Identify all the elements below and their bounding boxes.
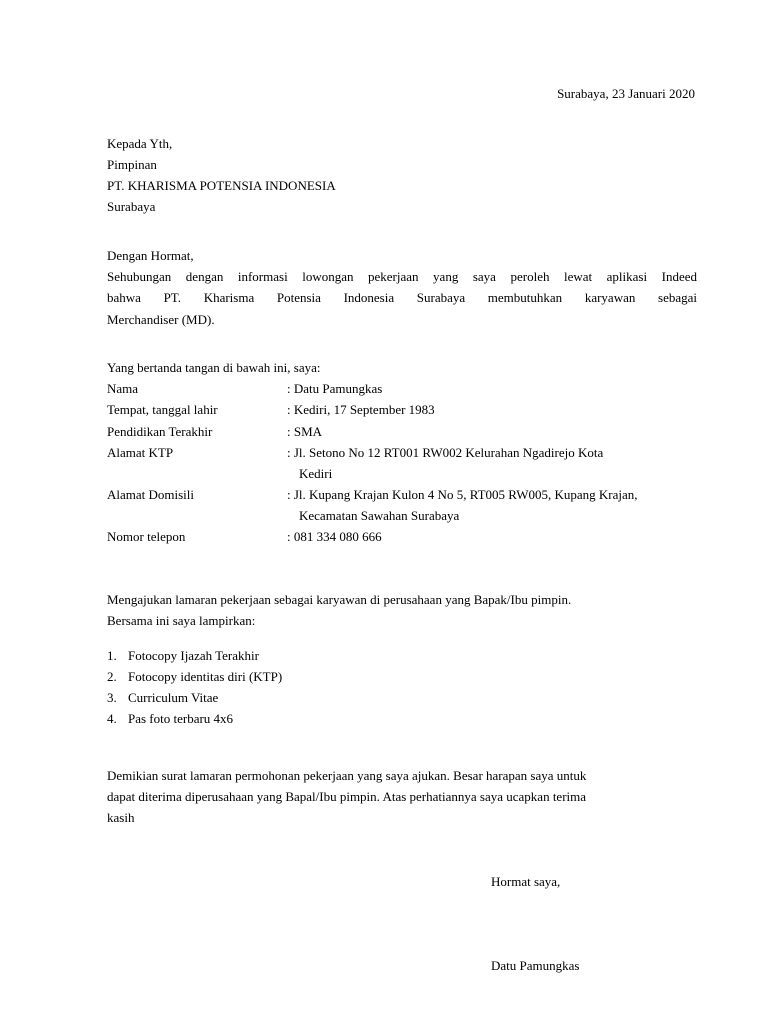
attachment-number: 4. [107, 711, 117, 726]
identity-value-ktp-address: : Jl. Setono No 12 RT001 RW002 Kelurahan Ngadirejo Kota [287, 445, 604, 460]
identity-value-name: : Datu Pamungkas [287, 381, 383, 396]
recipient-greeting: Kepada Yth, [107, 136, 173, 151]
salutation: Dengan Hormat, [107, 248, 194, 263]
signature-name: Datu Pamungkas [491, 958, 580, 973]
identity-value-ktp-address-cont: Kediri [299, 466, 333, 481]
identity-label-name: Nama [107, 381, 139, 396]
attachment-item: Pas foto terbaru 4x6 [128, 711, 234, 726]
opening-paragraph-line-3: Merchandiser (MD). [107, 312, 215, 327]
identity-value-domicile: : Jl. Kupang Krajan Kulon 4 No 5, RT005 RW005, Kupang Krajan, [287, 487, 638, 502]
identity-label-education: Pendidikan Terakhir [107, 424, 213, 439]
identity-label-phone: Nomor telepon [107, 529, 186, 544]
letter-date: Surabaya, 23 Januari 2020 [557, 86, 695, 101]
recipient-company: PT. KHARISMA POTENSIA INDONESIA [107, 178, 336, 193]
attachment-item: Fotocopy identitas diri (KTP) [128, 669, 283, 684]
identity-intro: Yang bertanda tangan di bawah ini, saya: [107, 360, 321, 375]
application-line-1: Mengajukan lamaran pekerjaan sebagai karyawan di perusahaan yang Bapak/Ibu pimpin. [107, 592, 572, 607]
recipient-city: Surabaya [107, 199, 156, 214]
identity-label-ktp-address: Alamat KTP [107, 445, 174, 460]
recipient-title: Pimpinan [107, 157, 157, 172]
application-line-2: Bersama ini saya lampirkan: [107, 613, 256, 628]
identity-label-domicile: Alamat Domisili [107, 487, 195, 502]
attachment-number: 3. [107, 690, 117, 705]
identity-value-domicile-cont: Kecamatan Sawahan Surabaya [299, 508, 460, 523]
identity-value-education: : SMA [287, 424, 323, 439]
closing-line-3: kasih [107, 810, 135, 825]
identity-value-birth: : Kediri, 17 September 1983 [287, 402, 435, 417]
identity-label-birth: Tempat, tanggal lahir [107, 402, 218, 417]
attachment-number: 2. [107, 669, 117, 684]
closing-line-1: Demikian surat lamaran permohonan pekerjaan yang saya ajukan. Besar harapan saya untuk [107, 768, 587, 783]
identity-value-phone: : 081 334 080 666 [287, 529, 382, 544]
opening-paragraph-line-2: bahwa PT. Kharisma Potensia Indonesia Surabaya membutuhkan karyawan sebagai [107, 290, 697, 305]
attachment-number: 1. [107, 648, 117, 663]
attachment-item: Curriculum Vitae [128, 690, 219, 705]
attachment-item: Fotocopy Ijazah Terakhir [128, 648, 259, 663]
opening-paragraph-line-1: Sehubungan dengan informasi lowongan pekerjaan yang saya peroleh lewat aplikasi Indeed [107, 269, 697, 284]
signature-regards: Hormat saya, [491, 874, 561, 889]
closing-line-2: dapat diterima diperusahaan yang Bapal/Ibu pimpin. Atas perhatiannya saya ucapkan terima [107, 789, 587, 804]
